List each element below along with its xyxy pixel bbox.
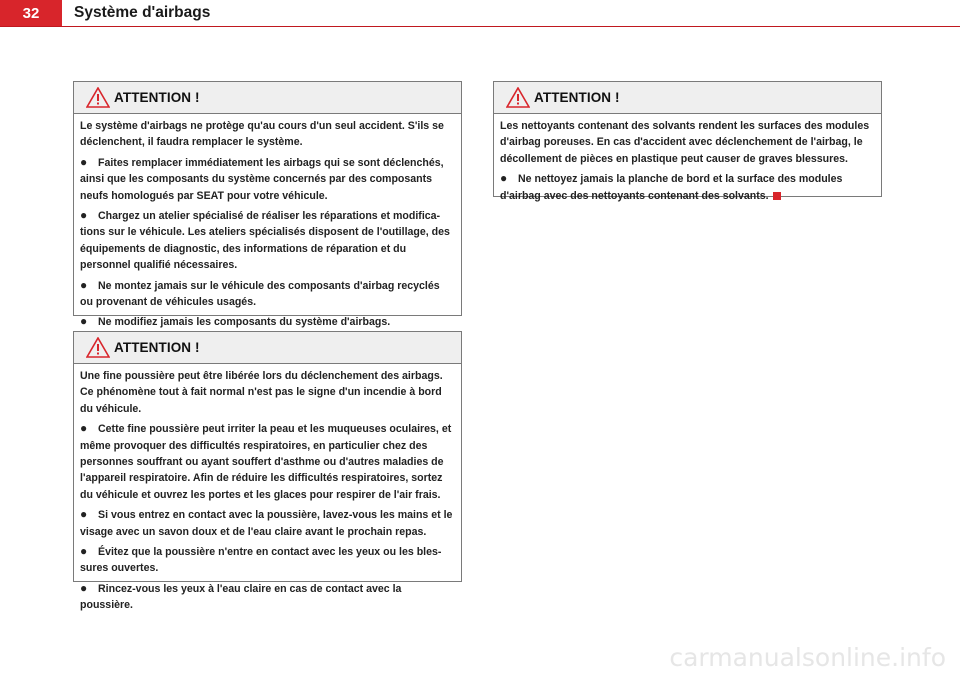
watermark: carmanualsonline.info	[669, 643, 946, 672]
end-square-icon	[773, 192, 781, 200]
list-item: ● Évitez que la poussière n'entre en contact avec les yeux ou les bles-sures ouvertes.	[80, 544, 442, 575]
warning-box-header	[74, 82, 461, 114]
warning-intro: Les nettoyants contenant des solvants rendent les surfaces des modules d'airbag poreuses. En cas d'accident avec déclenchement de l'airbag, le décollement de pièces en plastique peut causer de graves blessures.	[500, 120, 870, 165]
bullet-dot-icon: ●	[80, 277, 88, 292]
bullet-dot-icon: ●	[80, 208, 88, 223]
list-item: ● Chargez un atelier spécialisé de réaliser les réparations et modifica-tions sur le véhicule. Les ateliers spécialisés disposent de l'outillage, des équipements de diagnostic, des informations de réparation et du personnel qualifié nécessaires.	[80, 208, 450, 272]
header-rule	[0, 26, 960, 27]
warning-intro: Une fine poussière peut être libérée lors du déclenchement des airbags. Ce phénomène tout à fait normal n'est pas le signe d'un incendie à bord du véhicule.	[80, 370, 443, 415]
warning-box-title: ATTENTION !	[114, 90, 200, 105]
list-item: ● Rincez-vous les yeux à l'eau claire en cas de contact avec la poussière.	[80, 580, 402, 612]
bullet-dot-icon: ●	[80, 421, 88, 436]
bullet-dot-icon: ●	[500, 171, 508, 186]
warning-triangle-icon	[86, 87, 110, 108]
warning-box-header	[74, 332, 461, 364]
bullet-dot-icon: ●	[80, 544, 88, 559]
page-title: Système d'airbags	[74, 4, 211, 21]
warning-box-header	[494, 82, 881, 114]
list-item: ● Ne modifiez jamais les composants du système d'airbags.	[80, 314, 391, 329]
list-item: ● Cette fine poussière peut irriter la peau et les muqueuses oculaires, et même provoquer des difficultés respiratoires, en particulier chez des personnes souffrant ou ayant souffert d'asthme ou d'autres maladies de l'appareil respiratoire. Afin de réduire les difficultés respiratoires, sortez du véhicule et ouvrez les portes et les glaces pour respirer de l'air frais.	[80, 421, 452, 501]
list-item: ● Si vous entrez en contact avec la poussière, lavez-vous les mains et le visage avec un savon doux et de l'eau claire avant le prochain repas.	[80, 507, 453, 538]
list-item: ● Ne montez jamais sur le véhicule des composants d'airbag recyclés ou provenant de véhicules usagés.	[80, 277, 440, 309]
warning-triangle-icon	[86, 337, 110, 358]
bullet-dot-icon: ●	[80, 580, 88, 595]
warning-box-3	[493, 81, 882, 202]
bullet-dot-icon: ●	[80, 154, 88, 169]
warning-intro: Le système d'airbags ne protège qu'au cours d'un seul accident. S'ils se déclenchent, il faudra remplacer le système.	[80, 120, 444, 149]
warning-box-1	[73, 81, 462, 329]
bullet-dot-icon: ●	[80, 314, 88, 329]
bullet-dot-icon: ●	[80, 507, 88, 522]
warning-box-title: ATTENTION !	[114, 340, 200, 355]
warning-box-2	[73, 331, 462, 612]
list-item: ● Ne nettoyez jamais la planche de bord et la surface des modules d'airbag avec des nettoyants contenant des solvants.	[500, 171, 843, 202]
page-number: 32	[0, 0, 62, 27]
warning-box-title: ATTENTION !	[534, 90, 620, 105]
list-item: ● Faites remplacer immédiatement les airbags qui se sont déclenchés, ainsi que les composants du système concernés par des composants neufs homologués par SEAT pour votre véhicule.	[80, 154, 444, 202]
warning-triangle-icon	[506, 87, 530, 108]
